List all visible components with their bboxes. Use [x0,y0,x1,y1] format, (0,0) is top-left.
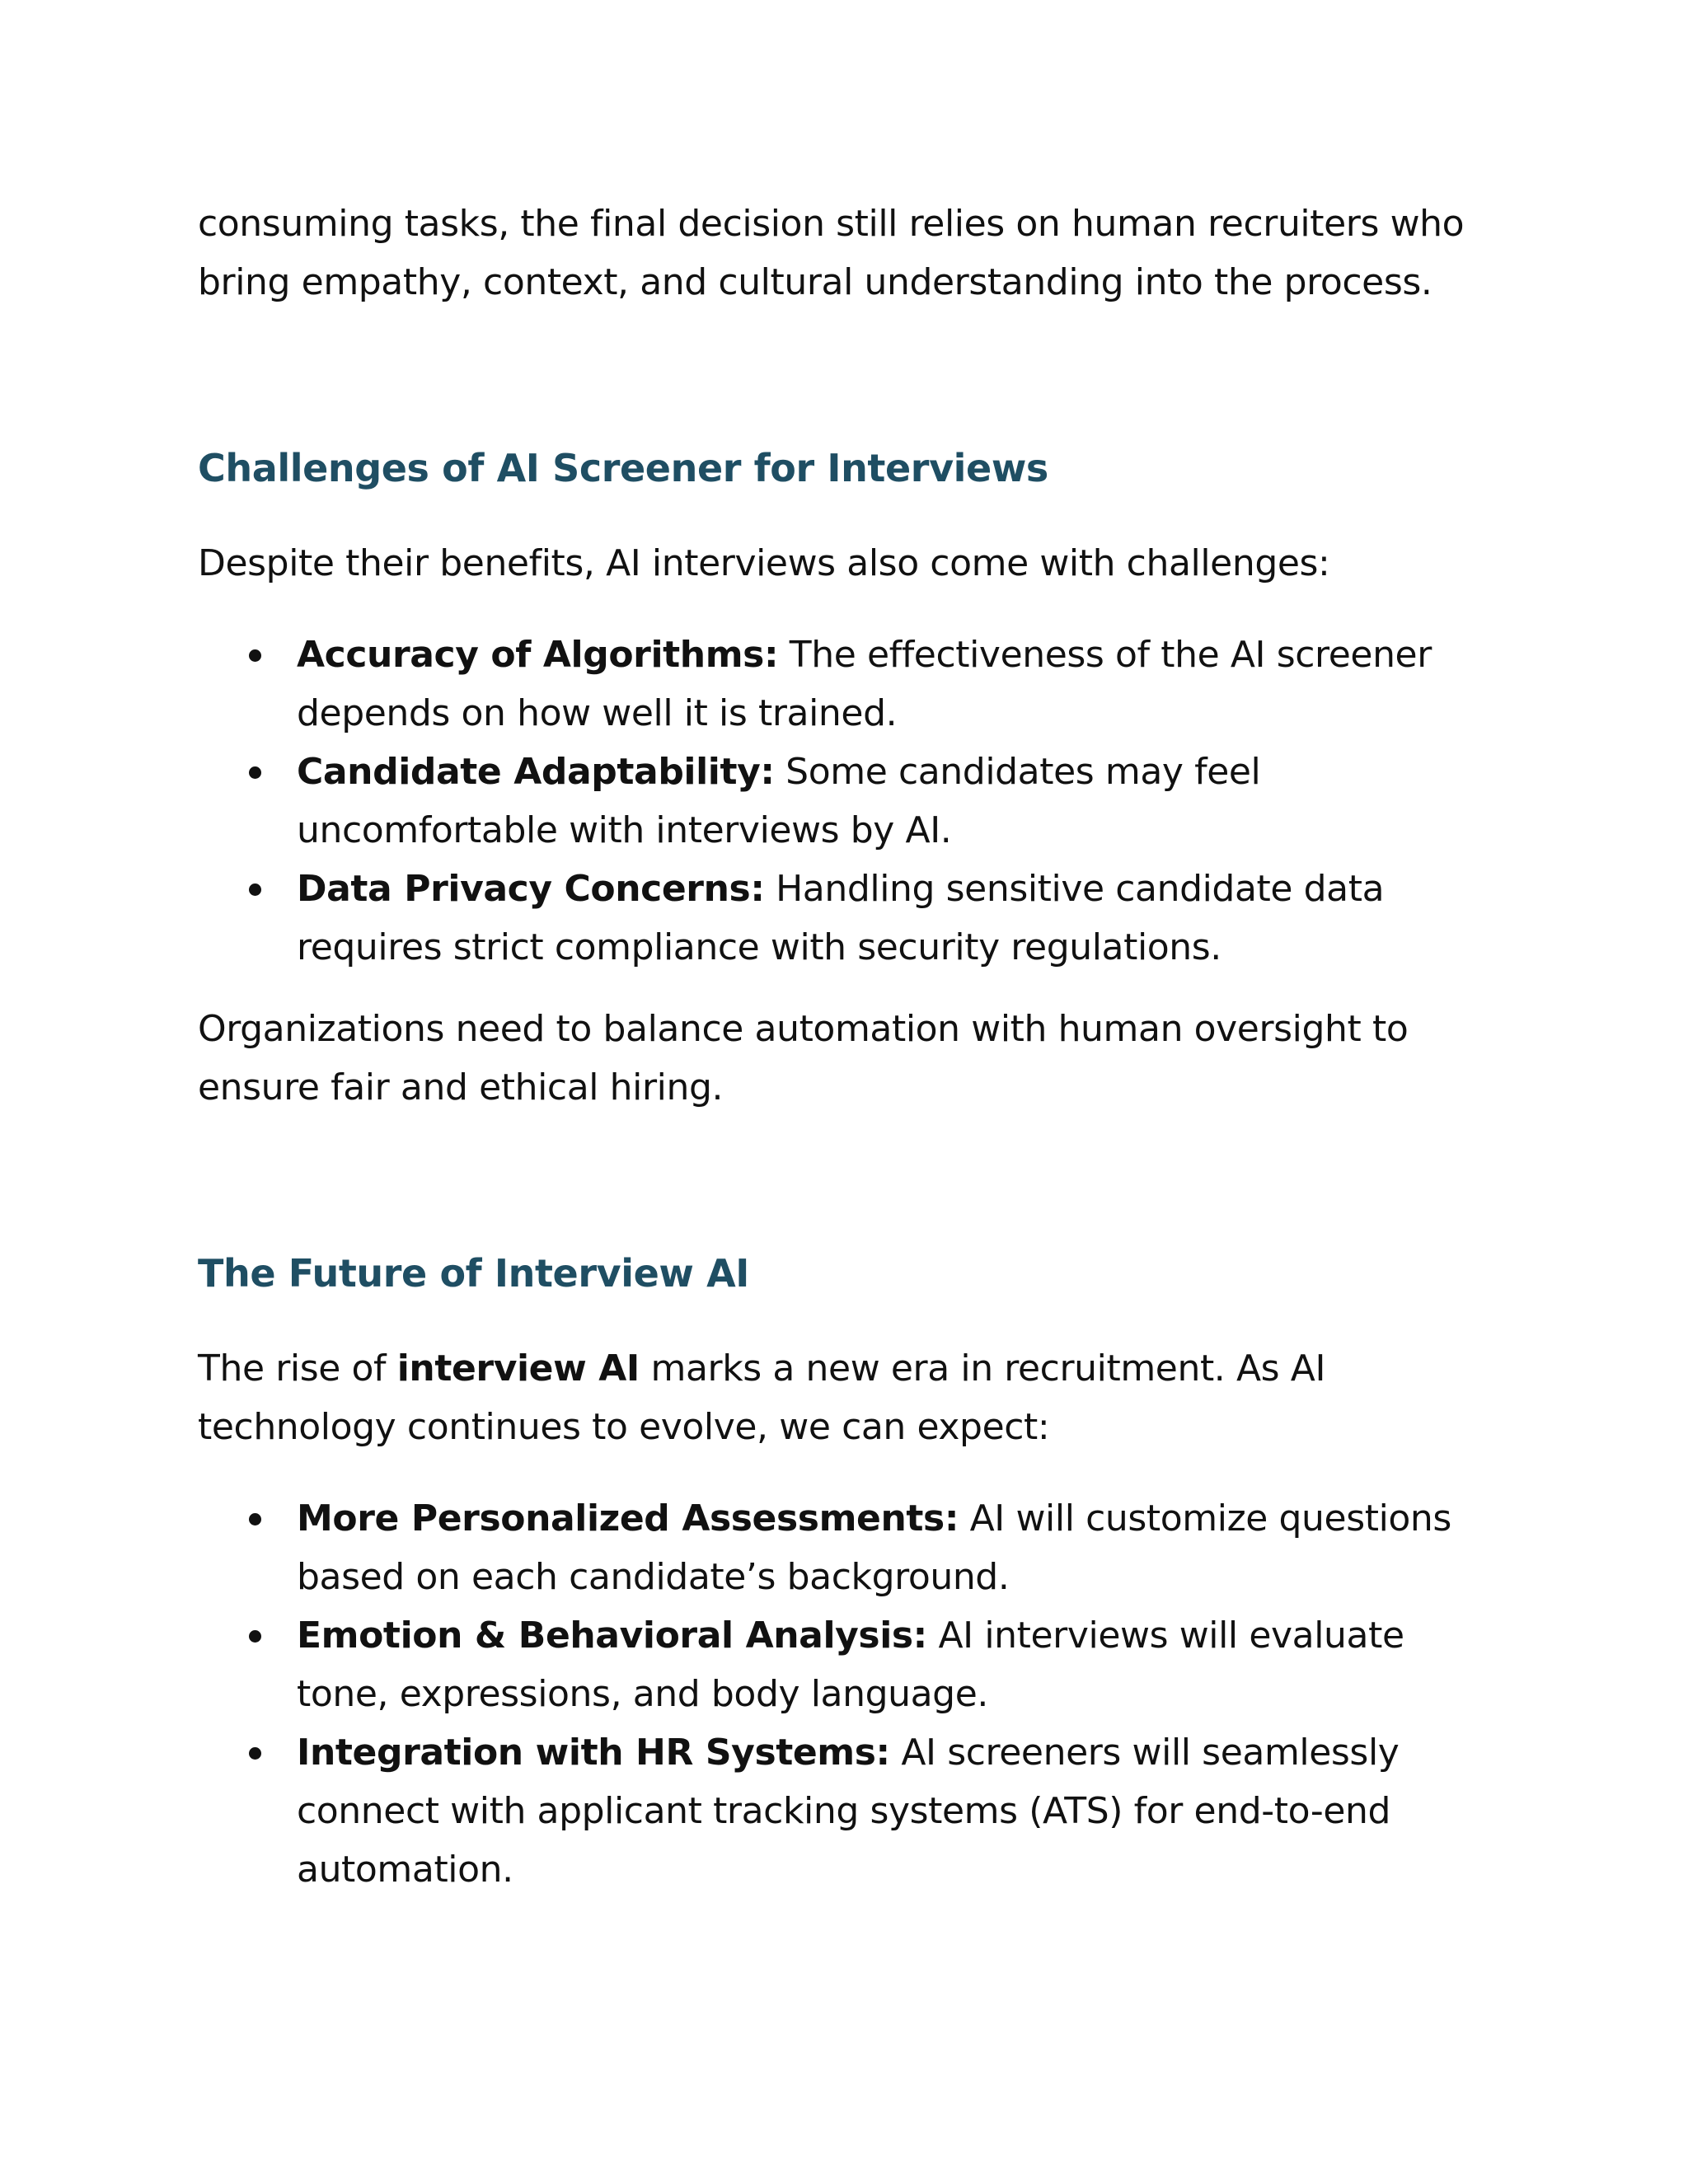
list-item [198,860,1484,977]
intro-paragraph: consuming tasks, the final decision still relies on human recruiters who bring empathy, context, and cultural understanding into the process. [198,203,1465,303]
list-item-term: Integration with HR Systems: [297,1732,890,1774]
list-item-text: The effectiveness of the AI screener depends on how well it is trained. [297,634,1432,734]
list-item [198,743,1484,860]
list-item-text: AI will customize questions based on each candidate’s background. [297,1497,1451,1598]
future-list [198,1489,1484,1899]
document-page [198,194,1484,1899]
challenges-list [198,626,1484,977]
challenges-closing-paragraph: Organizations need to balance automation with human oversight to ensure fair and ethical hiring. [198,1008,1409,1108]
list-item-text: AI interviews will evaluate tone, expressions, and body language. [297,1615,1404,1715]
list-item-text: Handling sensitive candidate data requires strict compliance with security regulations. [297,868,1385,968]
list-item-term: Accuracy of Algorithms: [297,634,779,676]
list-item-term: Data Privacy Concerns: [297,868,765,910]
bullet-icon [249,649,261,662]
future-intro-suffix: marks a new era in recruitment. As AI technology continues to evolve, we can expect: [198,1347,1326,1448]
list-item [198,626,1484,743]
future-intro-bold: interview AI [396,1347,640,1390]
challenges-intro-paragraph: Despite their benefits, AI interviews also come with challenges: [198,542,1330,584]
list-item [198,1606,1484,1723]
future-intro-prefix: The rise of [198,1347,397,1390]
list-item-term: Emotion & Behavioral Analysis: [297,1615,927,1657]
list-item [198,1723,1484,1899]
list-item-text: AI screeners will seamlessly connect with applicant tracking systems (ATS) for end-to-end automation. [297,1732,1400,1891]
future-heading: The Future of Interview AI [198,1251,749,1296]
challenges-heading: Challenges of AI Screener for Interviews [198,446,1048,490]
bullet-icon [249,1747,261,1760]
future-intro-paragraph [198,1339,1484,1456]
list-item-term: Candidate Adaptability: [297,751,775,793]
bullet-icon [249,1513,261,1526]
bullet-icon [249,766,261,779]
list-item-text: Some candidates may feel uncomfortable with interviews by AI. [297,751,1261,851]
bullet-icon [249,883,261,896]
list-item [198,1489,1484,1606]
list-item-term: More Personalized Assessments: [297,1497,959,1540]
bullet-icon [249,1630,261,1643]
